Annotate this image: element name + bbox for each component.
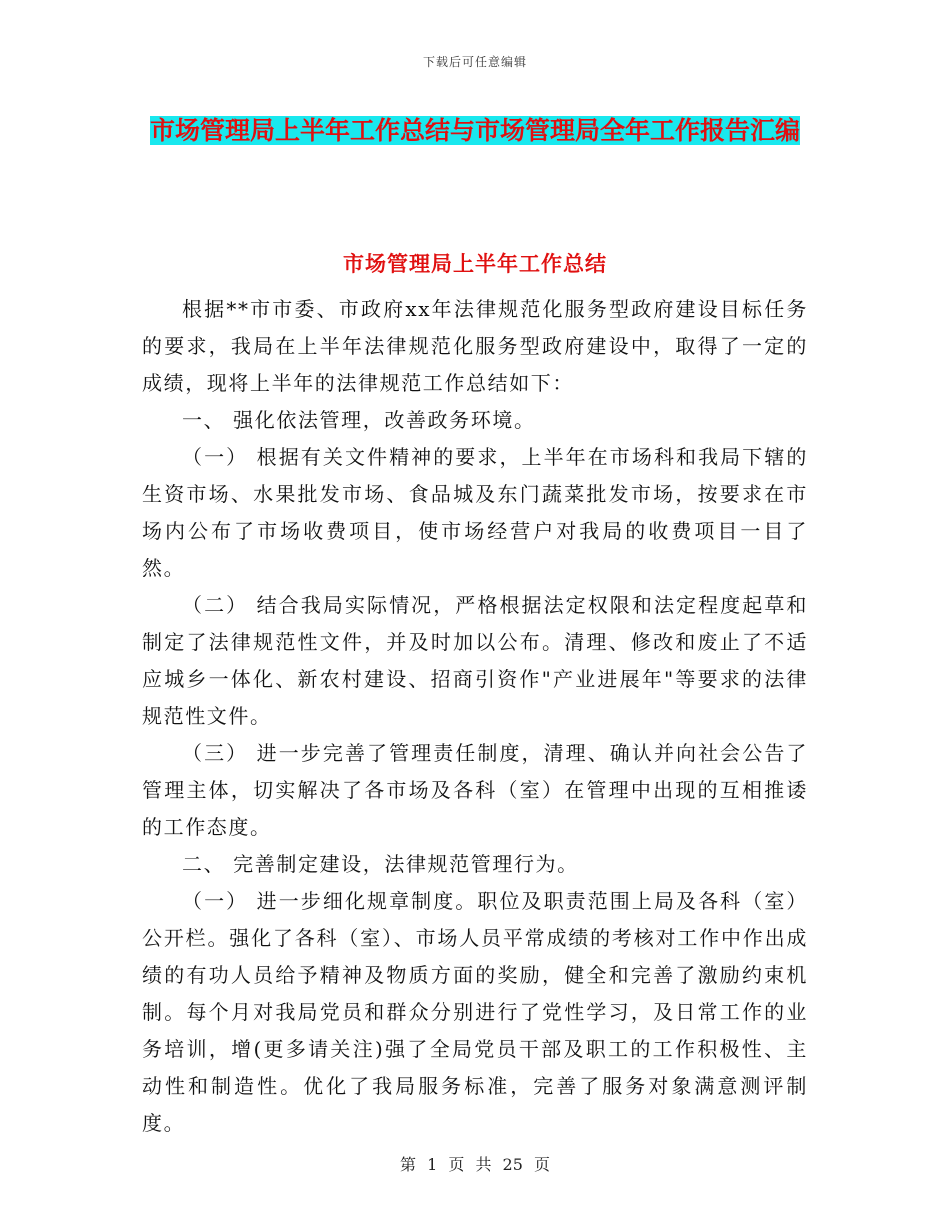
- paragraph: 二、 完善制定建设，法律规范管理行为。: [182, 852, 579, 876]
- paragraph: （二） 结合我局实际情况，严格根据法定权限和法定程度起草和制定了法律规范性文件，并及时加以公布。清理、修改和废止了不适应城乡一体化、新农村建设、招商引资作"产业进展年"等要求的法律规范性文件。: [142, 593, 808, 728]
- document-title-text: 市场管理局上半年工作总结与市场管理局全年工作报告汇编: [149, 116, 800, 145]
- page-header-note: 下载后可任意编辑: [422, 55, 527, 69]
- document-body: [142, 291, 808, 1142]
- paragraph: （三） 进一步完善了管理责任制度，清理、确认并向社会公告了管理主体，切实解决了各市场及各科（室）在管理中出现的互相推诿的工作态度。: [142, 741, 808, 839]
- paragraph: （一） 根据有关文件精神的要求，上半年在市场科和我局下辖的生资市场、水果批发市场、食品城及东门蔬菜批发市场，按要求在市场内公布了市场收费项目，使市场经营户对我局的收费项目一目了然。: [142, 445, 808, 580]
- paragraph: 一、 强化依法管理，改善政务环境。: [182, 408, 536, 432]
- paragraph: （一） 进一步细化规章制度。职位及职责范围上局及各科（室）公开栏。强化了各科（室）、市场人员平常成绩的考核对工作中作出成绩的有功人员给予精神及物质方面的奖励，健全和完善了激励约束机制。每个月对我局党员和群众分别进行了党性学习，及日常工作的业务培训，增(更多请关注)强了全局党员干部及职工的工作积极性、主动性和制造性。优化了我局服务标准，完善了服务对象满意测评制度。: [142, 889, 808, 1135]
- section-title: 市场管理局上半年工作总结: [343, 252, 607, 276]
- document-title: [142, 111, 808, 151]
- paragraph: 根据**市市委、市政府xx年法律规范化服务型政府建设目标任务的要求，我局在上半年法律规范化服务型政府建设中，取得了一定的成绩，现将上半年的法律规范工作总结如下：: [142, 297, 808, 395]
- page-number-footer: 第 1 页 共 25 页: [400, 1155, 550, 1174]
